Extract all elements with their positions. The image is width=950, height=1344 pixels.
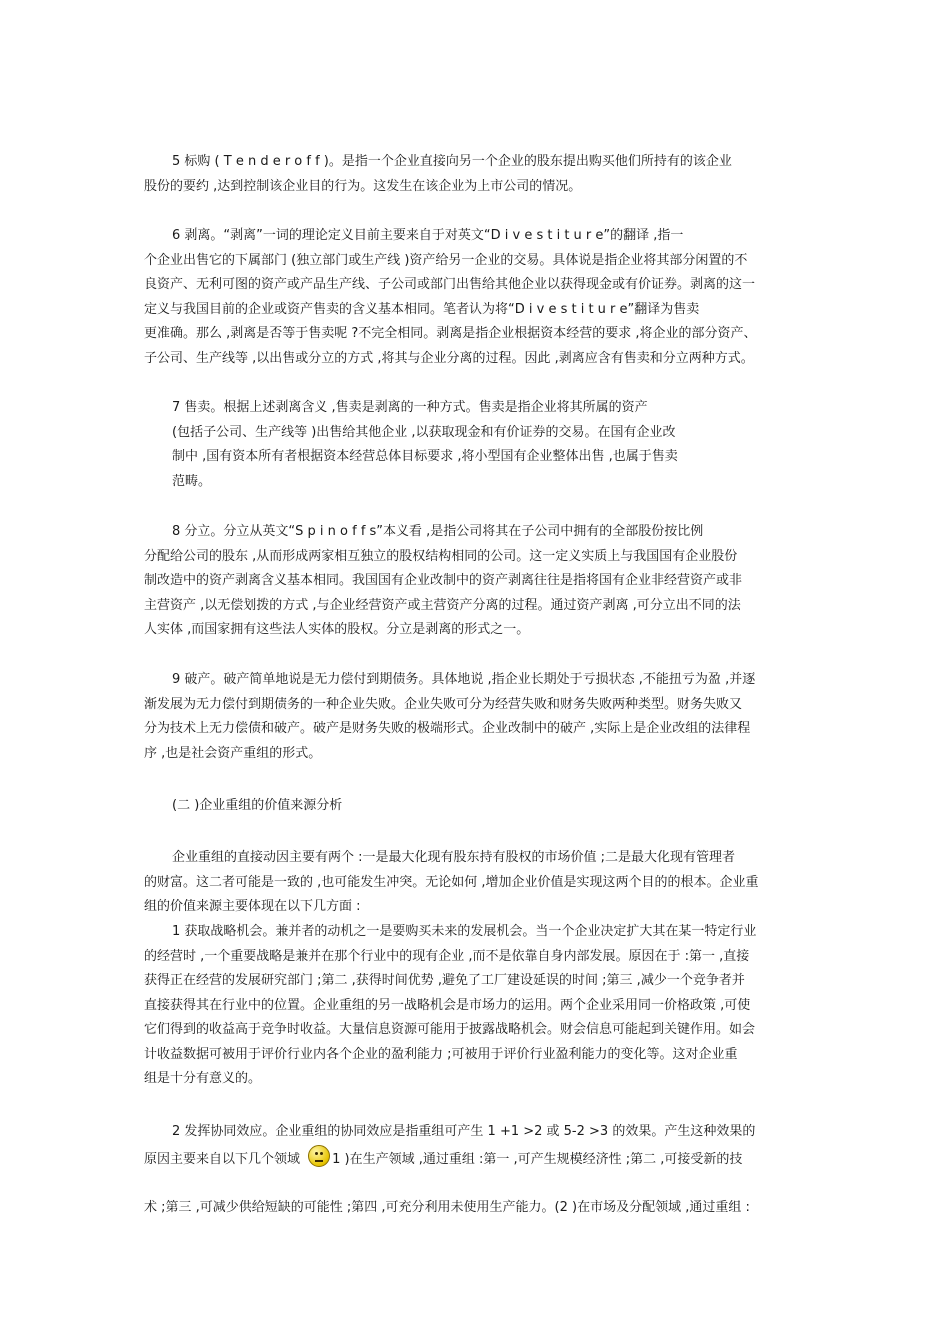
text-line-with-icon xyxy=(144,1145,808,1174)
text-line: 直接获得其在行业中的位置。企业重组的另一战略机会是市场力的运用。两个企业采用同一价格政策 ,可使 xyxy=(144,997,751,1013)
text-line: 分为技术上无力偿债和破产。破产是财务失败的极端形式。企业改制中的破产 ,实际上是企业改组的法律程 xyxy=(144,721,751,736)
paragraph-6-divestiture xyxy=(144,224,808,371)
text-line: 6 剥离。“剥离”一词的理论定义目前主要来自于对英文“D i v e s t i t u r e”的翻译 ,指一 xyxy=(172,228,684,243)
text-line: 的经营时 ,一个重要战略是兼并在那个行业中的现有企业 ,而不是依靠自身内部发展。原因在于 :第一 ,直接 xyxy=(144,948,750,964)
text-line: 术 ;第三 ,可减少供给短缺的可能性 ;第四 ,可充分利用未使用生产能力。(2 )在市场及分配领域 ,通过重组 : xyxy=(144,1199,750,1215)
text-line: 范畴。 xyxy=(172,473,212,489)
paragraph-9-bankruptcy xyxy=(144,668,808,766)
text-line: 定义与我国目前的企业或资产售卖的含义基本相同。笔者认为将“D i v e s t i t u r e”翻译为售卖 xyxy=(144,301,700,317)
paragraph-7-sale xyxy=(144,396,714,494)
paragraph-value-2-synergy xyxy=(144,1120,808,1220)
text-fragment: 原因主要来自以下几个领域 xyxy=(144,1151,305,1167)
text-line: 主营资产 ,以无偿划拨的方式 ,与企业经营资产或主营资产分离的过程。通过资产剥离 ,可分立出不同的法 xyxy=(144,597,741,613)
text-line: 获得正在经营的发展研究部门 ;第二 ,获得时间优势 ,避免了工厂建设延误的时间 ;第三 ,减少一个竞争者并 xyxy=(144,973,745,988)
text-line: 组是十分有意义的。 xyxy=(144,1071,262,1086)
text-line: 的财富。这二者可能是一致的 ,也可能发生冲突。无论如何 ,增加企业价值是实现这两个目的的根本。企业重 xyxy=(144,874,759,890)
text-line: 它们得到的收益高于竞争时收益。大量信息资源可能用于披露战略机会。财会信息可能起到关键作用。如会 xyxy=(144,1022,756,1037)
text-line: 8 分立。分立从英文“S p i n o f f s”本义看 ,是指公司将其在子公司中拥有的全部股份按比例 xyxy=(172,524,704,539)
paragraph-8-spin-off xyxy=(144,520,808,643)
text-line: 企业重组的直接动因主要有两个 :一是最大化现有股东持有股权的市场价值 ;二是最大化现有管理者 xyxy=(172,850,736,865)
text-line: 渐发展为无力偿付到期债务的一种企业失败。企业失败可分为经营失败和财务失败两种类型。财务失败又 xyxy=(144,696,743,712)
section-heading xyxy=(144,794,808,819)
text-line: 更准确。那么 ,剥离是否等于售卖呢 ?不完全相同。剥离是指企业根据资本经营的要求 ,将企业的部分资产、 xyxy=(144,326,757,341)
paragraph-value-1-strategic-opportunity xyxy=(144,920,808,1092)
text-line: 序 ,也是社会资产重组的形式。 xyxy=(144,745,322,761)
text-line: 7 售卖。根据上述剥离含义 ,售卖是剥离的一种方式。售卖是指企业将其所属的资产 xyxy=(172,400,648,415)
paragraph-intro xyxy=(144,846,808,920)
text-line: 1 获取战略机会。兼并者的动机之一是要购买未来的发展机会。当一个企业决定扩大其在某一特定行业 xyxy=(172,924,757,939)
text-line: 个企业出售它的下属部门 (独立部门或生产线 )资产给另一企业的交易。具体说是指企业将其部分闲置的不 xyxy=(144,252,748,268)
text-line: 5 标购 ( T e n d e r o f f )。是指一个企业直接向另一个企业的股东提出购买他们所持有的该企业 xyxy=(172,154,732,169)
text-line: 组的价值来源主要体现在以下几方面 : xyxy=(144,899,361,914)
text-line: 分配给公司的股东 ,从而形成两家相互独立的股权结构相同的公司。这一定义实质上与我国国有企业股份 xyxy=(144,548,738,564)
text-line: 制中 ,国有资本所有者根据资本经营总体目标要求 ,将小型国有企业整体出售 ,也属于售卖 xyxy=(172,449,678,464)
paragraph-5-tender-offer xyxy=(144,150,808,199)
text-line: 9 破产。破产简单地说是无力偿付到期债务。具体地说 ,指企业长期处于亏损状态 ,不能扭亏为盈 ,并逐 xyxy=(172,672,756,687)
text-line: 制改造中的资产剥离含义基本相同。我国国有企业改制中的资产剥离往往是指将国有企业非经营资产或非 xyxy=(144,573,743,588)
text-line: 良资产、无利可图的资产或产品生产线、子公司或部门出售给其他企业以获得现金或有价证券。剥离的这一 xyxy=(144,277,756,292)
text-line: 人实体 ,而国家拥有这些法人实体的股权。分立是剥离的形式之一。 xyxy=(144,622,530,637)
text-line: 股份的要约 ,达到控制该企业目的行为。这发生在该企业为上市公司的情况。 xyxy=(144,178,582,194)
text-line: (包括子公司、生产线等 )出售给其他企业 ,以获取现金和有价证券的交易。在国有企业改 xyxy=(172,424,676,440)
text-line: 子公司、生产线等 ,以出售或分立的方式 ,将其与企业分离的过程。因此 ,剥离应含有售卖和分立两种方式。 xyxy=(144,350,754,366)
section-heading-text: (二 )企业重组的价值来源分析 xyxy=(172,798,343,813)
text-line: 2 发挥协同效应。企业重组的协同效应是指重组可产生 1 +1 >2 或 5-2 >3 的效果。产生这种效果的 xyxy=(172,1124,756,1139)
text-line: 计收益数据可被用于评价行业内各个企业的盈利能力 ;可被用于评价行业盈利能力的变化等。这对企业重 xyxy=(144,1046,738,1062)
text-fragment: 1 )在生产领域 ,通过重组 :第一 ,可产生规模经济性 ;第二 ,可接受新的技 xyxy=(332,1151,743,1167)
smiley-mouth xyxy=(315,1160,323,1162)
frown-smiley-icon xyxy=(308,1145,330,1167)
